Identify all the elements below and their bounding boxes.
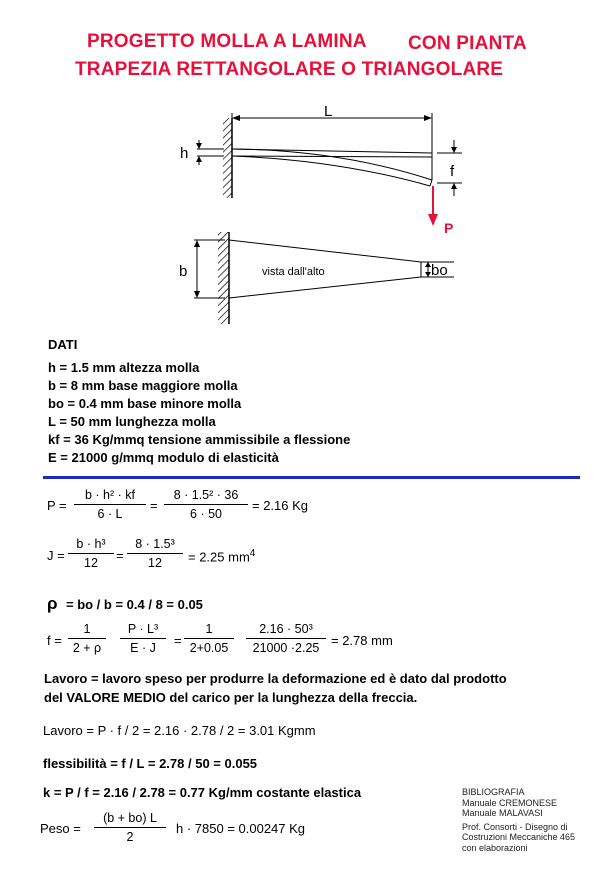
spring-diagram — [0, 0, 606, 340]
title-line-2: TRAPEZIA RETTANGOLARE O TRIANGOLARE — [75, 59, 504, 80]
eq-P-f1-num: b · h² · kf — [74, 488, 146, 505]
label-L: L — [324, 103, 333, 120]
eq-f-f3-den: 2+0.05 — [189, 641, 229, 655]
biblio-line-6: con elaborazioni — [462, 842, 528, 853]
eq-P-f1-den: 6 · L — [97, 507, 123, 521]
eq-rho — [47, 594, 203, 614]
eq-f-fraction-3 — [184, 622, 234, 655]
eq-P-fraction-2 — [164, 488, 248, 521]
eq-J-fraction-1 — [68, 537, 114, 570]
label-b: b — [179, 263, 188, 280]
biblio-line-1: BIBLIOGRAFIA — [462, 787, 525, 797]
biblio-line-4: Prof. Consorti - Disegno di — [462, 821, 568, 832]
dati-line-4: L = 50 mm lunghezza molla — [48, 414, 216, 429]
eq-P-fraction-1 — [74, 488, 146, 521]
eq-J-f1-den: 12 — [84, 556, 98, 570]
eq-P-result: = 2.16 Kg — [252, 498, 309, 513]
eq-J-lhs: J = — [47, 548, 65, 563]
eq-rho-text: = bo / b = 0.4 / 8 = 0.05 — [65, 597, 203, 612]
eq-J-exponent: 4 — [249, 548, 256, 559]
load-arrow — [428, 186, 438, 226]
eq-f-fraction-1 — [68, 622, 106, 655]
title-line-1a: PROGETTO MOLLA A LAMINA — [87, 31, 367, 52]
dati-line-3: bo = 0.4 mm base minore molla — [48, 396, 242, 411]
biblio-line-3: Manuale MALAVASI — [462, 808, 543, 818]
eq-P-f2-den: 6 · 50 — [190, 507, 222, 521]
eq-lavoro: Lavoro = P · f / 2 = 2.16 · 2.78 / 2 = 3.01 Kgmm — [43, 723, 316, 738]
eq-peso-num: (b + bo) L — [94, 811, 166, 828]
eq-J-result — [188, 548, 255, 564]
eq-peso-fraction — [94, 811, 166, 844]
eq-J-f2-den: 12 — [148, 556, 162, 570]
eq-J-result-text: = 2.25 mm — [188, 549, 250, 565]
dati-line-2: b = 8 mm base maggiore molla — [48, 378, 238, 393]
eq-peso-den: 2 — [126, 830, 134, 844]
eq-f-f1-num: 1 — [68, 622, 106, 639]
eq-peso-lhs: Peso = — [40, 821, 81, 836]
label-f: f — [450, 163, 455, 180]
label-bo: bo — [431, 262, 448, 279]
side-view-wall — [223, 118, 232, 198]
eq-P-lhs: P = — [47, 498, 67, 513]
eq-peso-result: h · 7850 = 0.00247 Kg — [176, 821, 306, 836]
dati-line-6: E = 21000 g/mmq modulo di elasticità — [48, 450, 279, 465]
top-view-wall — [218, 232, 229, 324]
eq-f-f2-num: P · L³ — [120, 622, 166, 639]
h-dimension — [196, 140, 224, 165]
eq-k: k = P / f = 2.16 / 2.78 = 0.77 Kg/mm costante elastica — [43, 785, 362, 800]
eq-f-f2-den: E · J — [130, 641, 156, 655]
length-dimension — [232, 113, 432, 180]
eq-f-fraction-2 — [120, 622, 166, 655]
dati-line-1: h = 1.5 mm altezza molla — [48, 360, 200, 375]
label-h: h — [180, 145, 189, 162]
eq-f-fraction-4 — [246, 622, 326, 655]
eq-f-equals: = — [174, 633, 182, 648]
bibliografia — [462, 787, 575, 853]
biblio-line-5: Costruzioni Meccaniche 465 — [462, 832, 576, 842]
eq-f-f4-num: 2.16 · 50³ — [246, 622, 326, 639]
eq-f-f3-num: 1 — [184, 622, 234, 639]
eq-f-f1-den: 2 + ρ — [72, 641, 102, 655]
eq-J-fraction-2 — [127, 537, 183, 570]
eq-J-equals: = — [116, 548, 124, 563]
dati-heading: DATI — [48, 337, 78, 352]
eq-f-lhs: f = — [47, 633, 62, 648]
title-line-1b: CON PIANTA — [408, 33, 527, 54]
eq-f-f4-den: 21000 ·2.25 — [252, 641, 320, 655]
eq-J-f1-num: b · h³ — [68, 537, 114, 554]
lavoro-text-line-2: del VALORE MEDIO del carico per la lunghezza della freccia. — [44, 690, 418, 705]
dati-line-5: kf = 36 Kg/mmq tensione ammissibile a flessione — [48, 432, 351, 447]
rho-symbol: ρ — [47, 594, 58, 613]
eq-P-equals: = — [150, 498, 158, 513]
blade-deflected — [232, 149, 432, 186]
separator-rule — [43, 476, 580, 479]
top-view-trapezoid — [229, 240, 421, 298]
biblio-line-2: Manuale CREMONESE — [462, 797, 558, 808]
eq-J-f2-num: 8 · 1.5³ — [127, 537, 183, 554]
label-P: P — [444, 220, 454, 236]
eq-P-f2-num: 8 · 1.5² · 36 — [164, 488, 248, 505]
lavoro-text-line-1: Lavoro = lavoro speso per produrre la deformazione ed è dato dal prodotto — [44, 671, 507, 686]
eq-f-result: = 2.78 mm — [331, 633, 393, 648]
eq-flessibilita: flessibilità = f / L = 2.78 / 50 = 0.055 — [43, 756, 258, 771]
label-vista: vista dall'alto — [262, 266, 325, 278]
